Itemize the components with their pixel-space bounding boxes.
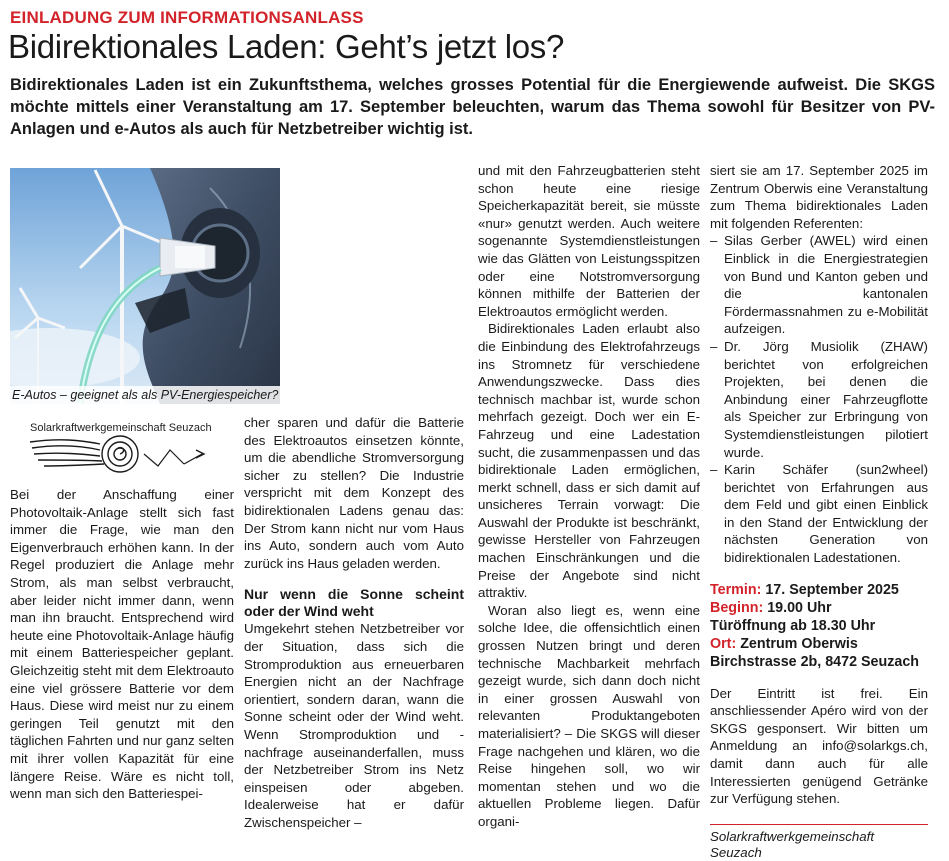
body-paragraph: Bidirektionales Laden erlaubt also die Einbindung des Elektrofahrzeugs ins Stromnetz für verschiedene Anwendungszwecke. Dass dies technisch machbar ist, wurde schon mehrfach gezeigt. Doch wer ein E-Fahrzeug und eine Ladestation sucht, die zusammenpassen und das bidirektionale Laden ermöglichen, merkt schnell, dass er sich damit auf unsicheres Terrain vorwagt: Die Auswahl der Produkte ist beschränkt, gewisse Hersteller von Fahrzeugen machen Einschränkungen und die Preise der Angebote sind nicht attraktiv.	[478, 321, 700, 601]
body-paragraph: Bei der Anschaffung einer Photovoltaik-Anlage stellt sich fast immer die Frage, wie man den Eigenverbrauch erhöhen kann. In der Regel produziert die Anlage mehr Strom, als man selbst verbraucht, aber leider nicht immer dann, wenn man ihn braucht. Entsprechend wird heute eine Photovoltaik-Anlage häufig mit einem Batteriespeicher geplant. Gleichzeitig steht mit dem Elektroauto eine viel grössere Batterie vor dem Haus. Diese wird meist nur zu einem geringen Teil genutzt mit den täglichen Fahrten und nur ganz selten mit ihrer vollen Kapazität für eine längere Reise. Wäre es nicht toll, wenn man sich den Batteriespei-	[10, 487, 234, 802]
event-venue: Zentrum Oberwis	[740, 635, 858, 652]
speaker-item: – Silas Gerber (AWEL) wird einen Einblick in die Energiestrategien von Bund und Kanton geben und die kantonalen Fördermassnahmen zu e-Mobilität aufzeigen.	[710, 232, 928, 338]
column-3	[478, 162, 700, 831]
speaker-item: – Dr. Jörg Musiolik (ZHAW) berichtet von erfolgreichen Projekten, bei denen die Anbindung einer Fahrzeugflotte als Speicher zur Erbringung von Systemdienstleistungen pilotiert wurde.	[710, 338, 928, 461]
skgs-logo	[20, 414, 240, 484]
event-start-time: 19.00 Uhr	[767, 599, 832, 616]
divider	[710, 824, 928, 825]
signature-line: Solarkraftwerkgemeinschaft	[710, 828, 875, 844]
page-title: Bidirektionales Laden: Geht’s jetzt los?	[8, 28, 565, 65]
body-paragraph: Der Eintritt ist frei. Ein anschliessender Apéro wird von der SKGS gesponsert. Wir bitten um Anmeldung an info@solarkgs.ch, damit dann auch für alle Interessierten genügend Getränke zur Verfügung stehen.	[710, 685, 928, 807]
body-paragraph: Woran also liegt es, wenn eine solche Idee, die offensichtlich einen grossen Nutzen bringt und deren technische Machbarkeit mehrfach gezeigt wurde, sich dann doch nicht in einer grossen Auswahl von relevanten Produktangeboten materialisiert? – Die SKGS will dieser Frage nachgehen und klären, wo die Reise hingehen soll, wo wir momentan stehen und wo die aktuellen Probleme liegen. Dafür organi-	[478, 602, 700, 829]
event-details	[710, 581, 928, 671]
speaker-item: – Karin Schäfer (sun2wheel) berichtet von Erfahrungen aus dem Feld und gibt einen Einblick in den Stand der Entwicklung der nächsten Generation von bidirektionalen Ladestationen.	[710, 461, 928, 567]
ort-label: Ort:	[710, 635, 737, 652]
section-subheading: Nur wenn die Sonne scheint oder der Wind weht	[244, 586, 464, 620]
termin-label: Termin:	[710, 581, 762, 598]
ev-charging-photo	[10, 168, 280, 404]
signature-line: Seuzach	[710, 844, 762, 860]
column-2	[244, 414, 464, 831]
lead-paragraph: Bidirektionales Laden ist ein Zukunftsthema, welches grosses Potential für die Energiewende aufweist. Die SKGS möchte mittels einer Veranstaltung am 17. September beleuchten, warum das Thema sowohl für Besitzer von PV-Anlagen und e-Autos als auch für Netzbetreiber wichtig ist.	[10, 76, 935, 138]
event-date: 17. September 2025	[765, 581, 899, 598]
kicker: EINLADUNG ZUM INFORMATIONSANLASS	[10, 8, 364, 27]
column-4	[710, 162, 928, 861]
body-paragraph: cher sparen und dafür die Batterie des Elektroautos einsetzen könnte, um die abendliche Stromversorgung sicher zu stellen? Die Industrie verspricht mit dem Konzept des bidirektionalen Ladens genau das: Der Strom kann nicht nur vom Haus ins Auto, sondern auch vom Auto zurück ins Haus geladen werden.	[244, 415, 464, 571]
beginn-label: Beginn:	[710, 599, 764, 616]
column-1	[10, 486, 234, 803]
event-address: Birchstrasse 2b, 8472 Seuzach	[710, 653, 920, 670]
speaker-list	[710, 232, 928, 566]
logo-text: Solarkraftwerkgemeinschaft Seuzach	[30, 422, 212, 434]
body-paragraph: siert sie am 17. September 2025 im Zentrum Oberwis eine Veranstaltung zum Thema bidirektionales Laden mit folgenden Referenten:	[710, 163, 928, 231]
signature	[710, 829, 928, 861]
body-paragraph: und mit den Fahrzeugbatterien steht schon heute eine riesige Speicherkapazität bereit, sie müsste «nur» genutzt werden. Auch weitere sogenannte Systemdienstleistungen wie das Glätten von Leistungsspitzen oder eine Notstromversorgung können mithilfe der Batterien der Elektroautos ermöglicht werden.	[478, 163, 700, 319]
body-paragraph: Umgekehrt stehen Netzbetreiber vor der Situation, dass sich die Stromproduktion aus erneuerbaren Energien nicht an der Nachfrage orientiert, sondern daran, wann die Sonne scheint oder der Wind weht. Wenn Stromproduktion und -nachfrage auseinanderfallen, muss der Netzbetreiber Strom ins Netz einspeisen oder abgeben. Idealerweise hat er dafür Zwischenspeicher –	[244, 621, 464, 830]
event-doors-time: Türöffnung ab 18.30 Uhr	[710, 617, 876, 634]
ev-charging-illustration	[10, 168, 280, 404]
photo-caption: E-Autos – geeignet als als PV-Energiespeicher?	[10, 386, 282, 404]
